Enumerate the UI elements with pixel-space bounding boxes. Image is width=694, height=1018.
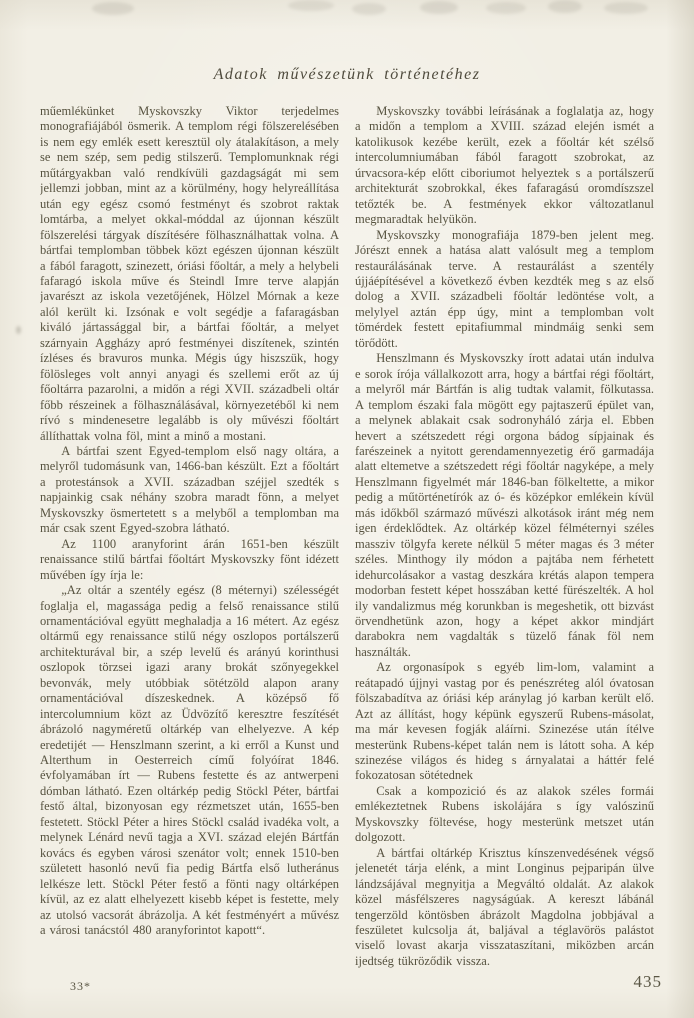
signature-mark: 33* [70, 979, 91, 993]
paragraph: A bártfai oltárkép Krisztus kínszenvedésének végső jelenetét tárja elénk, a mint Longinus pejparipán ülve lándzsájával megnyitja a Megváltó oldalát. Az alakok közel másfélszeres nagyságúak. A kereszt lábánál tengerzöld köntösben ábrázolt Magdolna jobbjával a feszületet kulcsolja át, baljával a téglavörös palástot viselő lovast akarja visszataszítani, miközben arcán ijedtség tükröződik vissza. [355, 845, 654, 968]
paragraph: Myskovszky monografiája 1879-ben jelent meg. Jórészt ennek a hatása alatt valósult meg a templom restaurálásának terve. A restaurálást a szentély újjáépítésével a következő évben kezdték meg s az első dolog a XVII. századbeli főoltár ledöntése volt, a melylyel aztán épp úgy, mint a templomban volt tömérdek festett epitafiummal mindmáig senki sem törődött. [355, 227, 654, 350]
paragraph: Myskovszky további leírásának a foglalatja az, hogy a midőn a templom a XVIII. század elején ismét a katolikusok kezébe került, ezek a főoltár két szélső intercolumniumában fából faragott szobrokat, az úrvacsora-kép előtt ciboriumot helyeztek s a portálszerű architekturát szobrokkal, ékes fafaragású oromdíszszel tetőzték be. A festmények ekkor változatlanul megmaradtak helyükön. [355, 104, 654, 227]
scan-smudge [92, 2, 134, 15]
paragraph: „Az oltár a szentély egész (8 méternyi) szélességét foglalja el, magassága pedig a felső renaissance stilű ornamentációval együtt meghaladja a 16 métert. Az egész oltármű egy renaissance stilű négy oszlopos portálszerű architekturával bir, a szép levelű és arányú korinthusi oszlopok törzsei igazi arany brokát szőnyegekkel bevonvák, mely utóbbiak sötétzöld alapon arany ornamentációval díszeskednek. A középső fő intercolumnium közt az Üdvözítő keresztre feszítését ábrázoló nagyméretű oltárkép van elhelyezve. A kép eredetijét — Henszlmann szerint, a ki erről a Kunst und Alterthum in Oesterreich című folyóírat 1846. évfolyamában írt — Rubens festette és az antwerpeni dómban látható. Ezen oltárkép pedig Stöckl Péter, bártfai festő által, bizonyosan egy rézmetszet után, 1655-ben festetett. Stöckl Péter a hires Stöckl család ivadéka volt, a melynek Lénárd nevű tagja a XVI. század elején Bártfán kovács és egyben városi szenátor volt; ennek 1510-ben született hasonló nevű fia pedig Bártfa első lutheránus lelkésze lett. Stöckl Péter festő a fönti nagy oltárképen kívül, az ez alatt elhelyezett kisebb képet is festette, mely az utolsó vacsorát ábrázolja. A két festményért a művész a városi tanácstól 480 aranyforintot kapott“. [40, 583, 339, 938]
scan-smudge [420, 1, 458, 14]
scan-smudge [16, 326, 21, 334]
paragraph: műemlékünket Myskovszky Viktor terjedelmes monografiájából ösmerik. A templom régi fölszerelésében is nem egy emlék esett keresztül oly átalakításon, a mely se nem szép, sem pedig stilszerű. Templomunknak régi műtárgyakban való rendkívüli gazdagságát mi sem jellemzi jobban, mint az a körülmény, hogy helyreállítása után egy egész csomó festményt és szobrot raktak lomtárba, a melyet okkal-móddal az újonnan készült fölszerelési tárgyak díszítésére fölhasználhattak volna. A bártfai templomban többek közt egészen újonnan készült a fából faragott, szinezett, óriási főoltár, a mely a helybeli fafaragó iskola műve és Steindl Imre terve alapján javarészt az iskola vezetőjének, Hölzel Mórnak a keze alól került ki. Izsónak e volt segédje a fafaragásban kiváló jártassággal bir, a bártfai főoltár, a melyet szárnyain Aggházy apró festményei diszítenek, szintén ízléses és bravuros munka. Mégis úgy hiszszük, hogy fölösleges volt annyi anyagi és szellemi erőt az új főoltárra pazarolni, a midőn a régi XVII. századbeli oltár főbb részeinek a fölhasználásával, környezetéből ki nem rívó s mindenesetre legalább is oly művészi főoltárt állíthattak volna föl, mint a minő a mostani. [40, 104, 339, 443]
paragraph: Csak a kompozició és az alakok széles formái emlékeztetnek Rubens iskolájára s így valószinű Myskovszky föltevése, hogy mesterünk metszet után dolgozott. [355, 783, 654, 845]
right-column [355, 104, 654, 972]
scan-smudge [486, 2, 526, 14]
page-number: 435 [633, 972, 662, 991]
scan-smudge [288, 0, 334, 11]
paragraph: Henszlmann és Myskovszky írott adatai után indulva e sorok írója vállalkozott arra, hogy a bártfai régi főoltárt, a melyről már Bártfán is alig tudtak valamit, fölkutassa. A templom északi fala mögött egy pajtaszerű épület van, a melynek ablakait csak sodronyháló zárja el. Ebben hevert a szétszedett régi orgona bádog sípjainak és farészeinek a nyitott gerendamennyezetig érő garmadája alatt eltemetve a szétszedett régi főoltár nagyképe, a mely Henszlmann figyelmét már 1846-ban fölkeltette, a mikor pedig a műtörténetírók az ó- és középkor emlékein kívül más időkből származó művészi alkotások iránt még nem igen érdeklődtek. Az oltárkép közel félméternyi széles massziv tölgyfa kerete nélkül 5 méter magas és 3 méter széles. Minthogy ily módon a pajtába nem férhetett idehurcolásakor a vastag deszkára krétás alapon tempera modorban festett képet hosszában ketté fürészelték. A hol ily vandalizmus még korunkban is megeshetik, ott bizvást örvendhetünk azon, hogy a képet akkor mindjárt darabokra nem vagdalták s tüzelő fának föl nem használták. [355, 351, 654, 659]
paragraph: Az 1100 aranyforint árán 1651-ben készült renaissance stilű bártfai főoltárt Myskovszky fönt idézett művében így írja le: [40, 536, 339, 582]
paragraph: Az orgonasípok s egyéb lim-lom, valamint a reátapadó újjnyi vastag por és penészréteg alól óvatosan fölszabadítva az óriási kép aránylag jó karban került elő. Azt az állítást, hogy képünk egyszerű Rubens-másolat, ma már kevesen fogják aláírni. Szinezése után ítélve mesterünk Rubens-képet talán nem is látott soha. A kép szinezése világos és hideg s árnyalatai a háttér felé fokozatosan sötétednek [355, 660, 654, 783]
scan-smudge [352, 3, 386, 15]
scan-smudge [548, 0, 582, 13]
scan-smudge [604, 2, 648, 14]
left-column [40, 104, 339, 972]
page-title: Adatok művészetünk történetéhez [213, 66, 481, 83]
text-columns [40, 104, 654, 984]
paragraph: A bártfai szent Egyed-templom első nagy oltára, a melyről tudomásunk van, 1466-ban készült. Ezt a főoltárt a protestánsok a XVII. században széjjel szedték s napjainkig csak néhány szobra maradt fönn, a melyet Myskovszky ösmertetett s a melyből a templomban ma már csak szent Egyed-szobra látható. [40, 443, 339, 536]
